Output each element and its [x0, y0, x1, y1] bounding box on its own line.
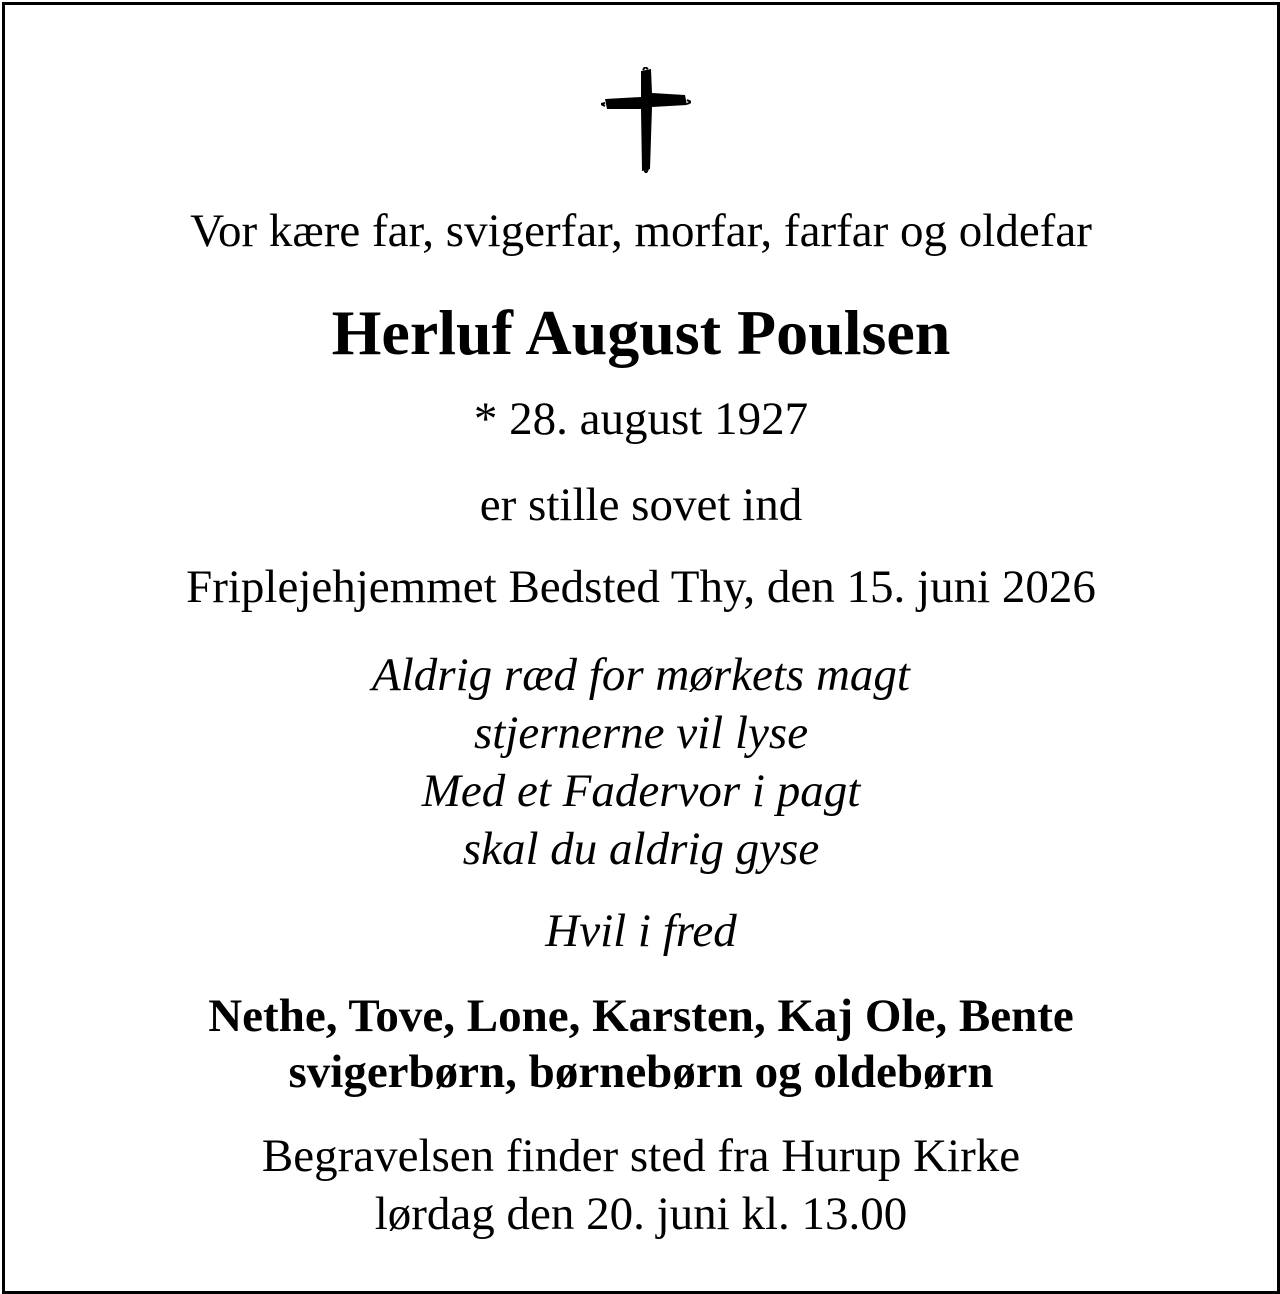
- funeral-info: [5, 1127, 1277, 1243]
- verse-line: skal du aldrig gyse: [462, 823, 820, 875]
- cross-icon: [601, 67, 691, 173]
- funeral-line: lørdag den 20. juni kl. 13.00: [374, 1188, 908, 1240]
- birth-date: * 28. august 1927: [473, 393, 809, 445]
- family-line: Nethe, Tove, Lone, Karsten, Kaj Ole, Bente: [208, 990, 1074, 1042]
- family-signature: [5, 988, 1277, 1100]
- place-and-date-of-death: Friplejehjemmet Bedsted Thy, den 15. juni 2026: [186, 561, 1096, 613]
- verse-line: Aldrig ræd for mørkets magt: [372, 649, 910, 701]
- funeral-line: Begravelsen finder sted fra Hurup Kirke: [261, 1130, 1021, 1182]
- verse: [5, 646, 1277, 878]
- obituary-notice: [2, 2, 1280, 1294]
- family-line: svigerbørn, børnebørn og oldebørn: [288, 1046, 994, 1098]
- death-phrase: er stille sovet ind: [479, 479, 803, 531]
- verse-line: Med et Fadervor i pagt: [421, 765, 861, 817]
- intro-text: Vor kære far, svigerfar, morfar, farfar og oldefar: [190, 205, 1092, 257]
- verse-line: stjernerne vil lyse: [473, 707, 809, 759]
- farewell-text: Hvil i fred: [545, 905, 737, 957]
- deceased-name: Herluf August Poulsen: [331, 297, 951, 368]
